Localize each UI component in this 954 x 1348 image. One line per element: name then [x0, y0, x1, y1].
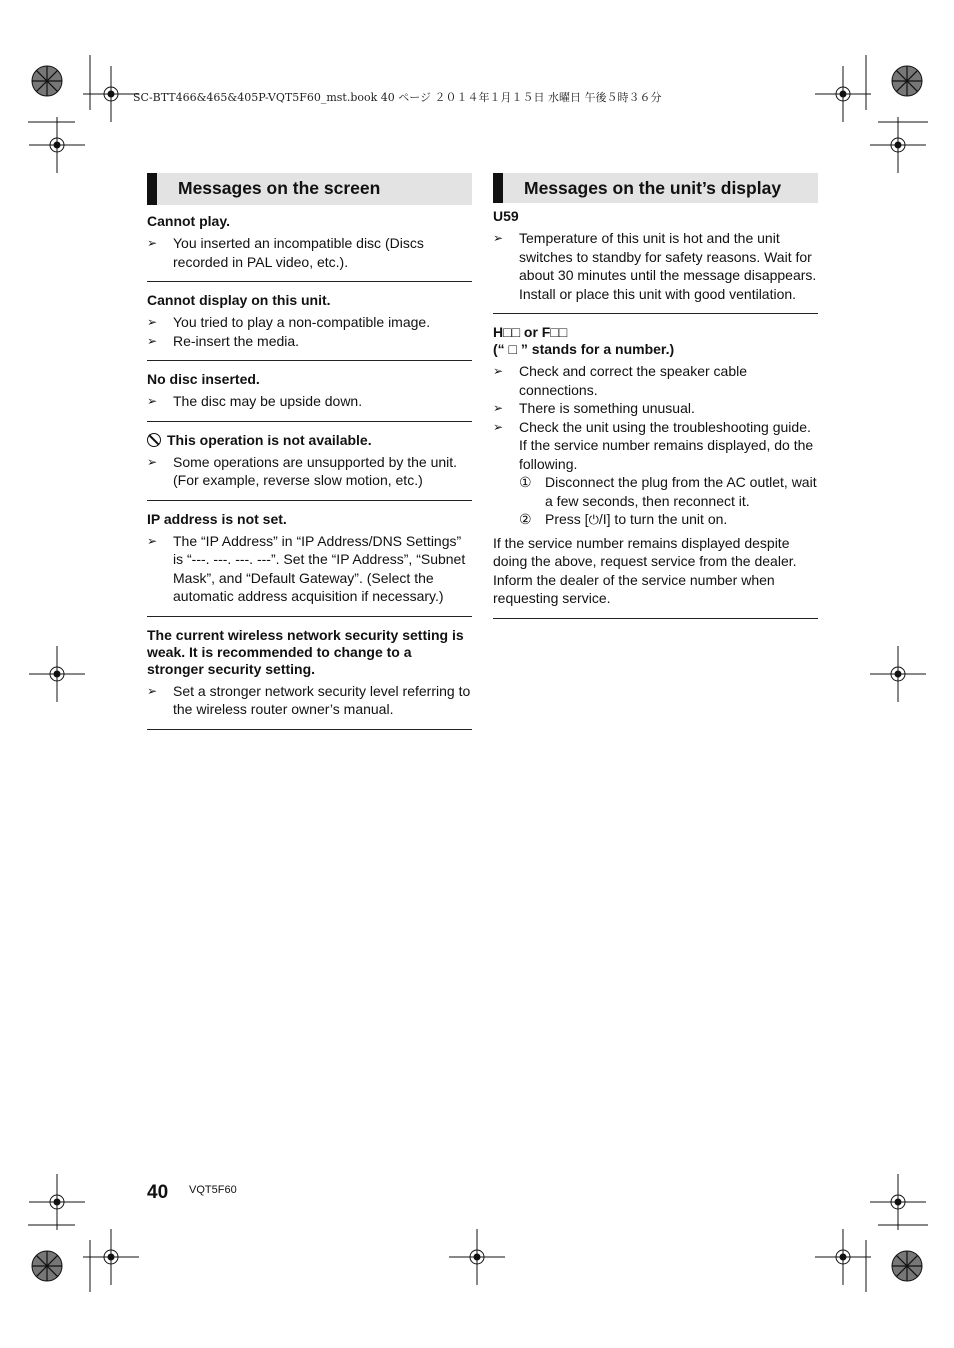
list-item: ➢ The “IP Address” in “IP Address/DNS Settings” is “---. ---. ---. ---”. Set the “IP Address”, “Subnet Mask”, and “Default Gateway”. (Select the automatic address acquisition if necessary.): [147, 532, 466, 604]
list-item: ➢ Temperature of this unit is hot and the unit switches to standby for safety reasons. Wait for about 30 minutes until the message disappears. Install or place this unit with good ventilation.: [493, 230, 817, 302]
message-entry: [147, 361, 472, 422]
list-item: ➢ You inserted an incompatible disc (Discs recorded in PAL video, etc.).: [147, 235, 424, 270]
unit-display-messages-column: [493, 173, 818, 619]
message-title: This operation is not available.: [147, 432, 472, 449]
message-entry: [147, 617, 472, 730]
message-title: Cannot play.: [147, 213, 230, 229]
list-item: ➢ Check the unit using the troubleshooting guide. If the service number remains displayed, do the following. ① Disconnect the plug from the AC outlet, wait a few seconds, then reconnect it. ② Press [⏻/I] to turn the unit on.: [493, 418, 818, 530]
page-number: 40: [147, 1182, 169, 1203]
list-item: ➢ Re-insert the media.: [147, 332, 300, 349]
bullet-arrow-icon: ➢: [493, 364, 504, 378]
section-heading-screen: Messages on the screen: [147, 173, 472, 205]
power-icon: ⏻: [588, 512, 599, 527]
message-title: Cannot display on this unit.: [147, 292, 331, 308]
bullet-arrow-icon: ➢: [493, 231, 504, 245]
bullet-arrow-icon: ➢: [147, 533, 158, 548]
message-entry-u59: [493, 203, 818, 314]
step-item: ② Press [⏻/I] to turn the unit on.: [519, 510, 818, 530]
bullet-arrow-icon: ➢: [147, 333, 158, 348]
message-title: H□□ or F□□: [493, 324, 568, 340]
bullet-arrow-icon: ➢: [147, 394, 158, 408]
message-title: U59: [493, 208, 519, 224]
bullet-arrow-icon: ➢: [493, 401, 504, 415]
document-code: VQT5F60: [189, 1184, 237, 1196]
step-number: ①: [519, 474, 532, 490]
bullet-arrow-icon: ➢: [147, 315, 158, 329]
message-entry: [147, 501, 472, 617]
list-item: ➢ There is something unusual.: [493, 400, 695, 416]
screen-messages-column: [147, 173, 472, 730]
service-note: If the service number remains displayed despite doing the above, request service from the dealer. Inform the dealer of the service number when requesting service.: [493, 534, 797, 606]
message-title: No disc inserted.: [147, 371, 260, 387]
message-entry: [147, 422, 472, 501]
list-item: ➢ Check and correct the speaker cable connections.: [493, 363, 748, 398]
bullet-arrow-icon: ➢: [147, 683, 158, 698]
bullet-arrow-icon: ➢: [147, 454, 158, 469]
bullet-arrow-icon: ➢: [147, 236, 158, 250]
list-item: ➢ Set a stronger network security level referring to the wireless router owner’s manual.: [147, 682, 471, 717]
step-number: ②: [519, 511, 532, 527]
message-entry: [147, 205, 472, 282]
message-subtitle: (“ □ ” stands for a number.): [493, 341, 675, 357]
list-item: ➢ You tried to play a non-compatible image.: [147, 314, 431, 330]
message-entry-hf: [493, 314, 818, 619]
list-item: ➢ Some operations are unsupported by the unit. (For example, reverse slow motion, etc.): [147, 453, 458, 488]
step-item: ① Disconnect the plug from the AC outlet, wait a few seconds, then reconnect it.: [519, 474, 817, 509]
list-item: ➢ The disc may be upside down.: [147, 393, 363, 409]
bullet-arrow-icon: ➢: [493, 419, 504, 434]
message-title: The current wireless network security setting is weak. It is recommended to change to a stronger security setting.: [147, 626, 464, 677]
message-entry: [147, 282, 472, 361]
print-header: SC-BTT466&465&405P-VQT5F60_mst.book 40 ページ ２０１４年１月１５日 水曜日 午後５時３６分: [133, 91, 662, 104]
section-heading-unit-display: Messages on the unit’s display: [493, 173, 818, 203]
message-title: IP address is not set.: [147, 510, 287, 527]
prohibited-icon: [147, 433, 161, 447]
